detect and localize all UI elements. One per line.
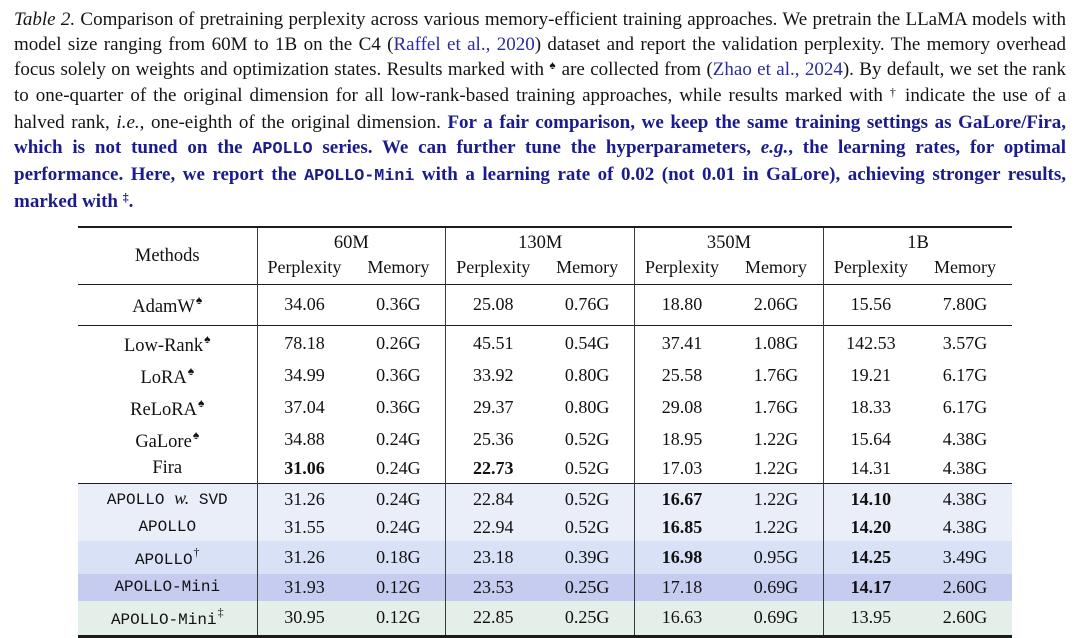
method-label: LoRA [140, 367, 187, 388]
perplexity-cell: 15.64 [823, 424, 917, 456]
perplexity-cell: 25.08 [446, 285, 540, 325]
memory-cell: 0.18G [376, 546, 421, 567]
table-2-figure [0, 8, 1080, 638]
perplexity-cell: 25.58 [635, 359, 729, 391]
perplexity-cell: 14.25 [823, 541, 917, 574]
dagger-marker: † [889, 85, 899, 99]
memory-cell: 3.49G [942, 546, 988, 567]
caption-table-label: Table 2. [14, 9, 76, 30]
caption-emphasis: with a learning rate of 0.02 (not 0.01 in GaLore), achieving stronger results, marked with [14, 163, 1066, 212]
table-row [78, 514, 1012, 541]
memory-cell: 0.80G [564, 364, 610, 385]
caption-text: Comparison of pretraining perplexity across various memory-efficient training approaches. We pretrain the LLaMA models with model size ranging from 60M to 1B on the C4 ( [14, 9, 1066, 55]
method-marker: ♠ [195, 293, 203, 308]
perplexity-cell: 31.93 [284, 576, 325, 597]
memory-cell: 6.17G [942, 396, 988, 417]
caption-text: i.e. [116, 112, 140, 134]
perplexity-cell: 34.99 [284, 364, 325, 385]
col-subheader-perplexity: Perplexity [267, 257, 342, 278]
perplexity-cell: 22.84 [446, 484, 540, 514]
caption-emphasis: series. We can further tune the hyperparameters, [312, 136, 761, 158]
perplexity-cell: 142.53 [823, 325, 917, 359]
col-subheader-perplexity: Perplexity [446, 255, 540, 285]
method-marker: ♠ [187, 363, 195, 378]
table-row [78, 391, 1012, 423]
memory-cell: 0.52G [564, 489, 610, 510]
section-apollo [78, 484, 1012, 637]
perplexity-cell: 14.17 [823, 574, 917, 601]
memory-cell: 0.24G [376, 429, 421, 450]
perplexity-cell: 45.51 [446, 325, 540, 359]
caption-emphasis: e.g. [760, 136, 789, 158]
section-baselines [78, 325, 1012, 484]
section-adamw [78, 285, 1012, 325]
method-cell [78, 514, 257, 541]
caption-text: ) dataset and report the validation perplexity. The memory overhead focus solely on weights and optimization states. Results marked with [14, 33, 1066, 80]
table-row [78, 601, 1012, 637]
perplexity-cell: 16.63 [635, 601, 729, 637]
memory-cell: 0.52G [564, 516, 610, 537]
results-table [78, 226, 1012, 638]
perplexity-cell: 34.88 [284, 429, 325, 450]
col-subheader-memory: Memory [367, 257, 430, 278]
caption-text: indicate the use of a halved rank, [14, 85, 1067, 134]
memory-cell: 1.22G [753, 458, 799, 479]
caption-emphasis: , the learning rates, for optimal performance. Here, we report the [14, 136, 1066, 185]
col-header-methods: Methods [78, 227, 257, 285]
caption-text: ). By default, we set the rank to one-quarter of the original dimension for all low-rank-based training approaches, while results marked with [14, 58, 1067, 107]
perplexity-cell: 25.36 [446, 424, 540, 456]
table-row [78, 484, 1012, 514]
method-cell [78, 456, 257, 484]
memory-cell: 4.38G [942, 429, 988, 450]
memory-cell: 2.06G [753, 294, 799, 315]
memory-cell: 0.69G [753, 576, 799, 597]
perplexity-cell: 37.41 [635, 325, 729, 359]
table-row [78, 456, 1012, 484]
method-marker: ♠ [192, 428, 200, 442]
memory-cell: 0.36G [376, 294, 421, 315]
perplexity-cell: 22.94 [446, 514, 540, 541]
memory-cell: 0.36G [376, 364, 421, 385]
col-subheader-memory: Memory [556, 257, 619, 278]
memory-cell: 0.69G [753, 606, 799, 627]
perplexity-cell: 33.92 [446, 359, 540, 391]
perplexity-cell: 17.03 [635, 456, 729, 484]
perplexity-cell: 78.18 [284, 332, 325, 353]
table-caption [14, 8, 1066, 216]
apollo-mini-name: APOLLO-Mini [304, 166, 415, 186]
caption-emphasis: . [128, 190, 134, 212]
caption-text: , one-eighth of the original dimension. [139, 112, 448, 134]
method-label: w. [174, 488, 190, 509]
col-group-130m: 130M [446, 227, 635, 255]
method-label: APOLLO [106, 491, 175, 510]
memory-cell: 0.76G [564, 294, 610, 315]
method-label: Low-Rank [124, 335, 204, 356]
memory-cell: 1.76G [753, 364, 799, 385]
method-cell [78, 359, 257, 391]
perplexity-cell: 18.95 [635, 424, 729, 456]
col-subheader-memory: Memory [744, 257, 807, 278]
perplexity-cell: 15.56 [823, 285, 917, 325]
perplexity-cell: 23.18 [446, 541, 540, 574]
apollo-name: APOLLO [252, 139, 313, 159]
method-cell [78, 574, 257, 601]
perplexity-cell: 18.80 [635, 285, 729, 325]
perplexity-cell: 16.67 [635, 484, 729, 514]
memory-cell: 1.22G [753, 429, 799, 450]
perplexity-cell: 16.98 [635, 541, 729, 574]
memory-cell: 0.12G [376, 606, 421, 627]
perplexity-cell: 18.33 [823, 391, 917, 423]
perplexity-cell: 16.85 [635, 514, 729, 541]
memory-cell: 0.25G [564, 606, 610, 627]
perplexity-cell: 34.06 [284, 294, 325, 315]
table-row [78, 574, 1012, 601]
memory-cell: 0.36G [376, 396, 421, 417]
memory-cell: 1.08G [753, 332, 799, 353]
col-group-60m: 60M [333, 233, 369, 254]
perplexity-cell: 14.31 [823, 456, 917, 484]
perplexity-cell: 31.26 [284, 546, 325, 567]
method-cell [78, 325, 257, 359]
memory-cell: 0.54G [564, 332, 610, 353]
memory-cell: 0.24G [376, 458, 421, 479]
perplexity-cell: 30.95 [284, 606, 325, 627]
memory-cell: 0.25G [564, 576, 610, 597]
caption-text: are collected from ( [556, 58, 713, 80]
perplexity-cell: 14.10 [823, 484, 917, 514]
memory-cell: 6.17G [942, 364, 988, 385]
method-marker: ♠ [197, 395, 205, 410]
method-label: APOLLO [134, 551, 193, 570]
col-group-350m: 350M [635, 227, 824, 255]
memory-cell: 2.60G [942, 576, 988, 597]
memory-cell: 0.52G [564, 429, 610, 450]
method-cell [78, 391, 257, 423]
perplexity-cell: 19.21 [823, 359, 917, 391]
perplexity-cell: 17.18 [635, 574, 729, 601]
method-cell [78, 601, 257, 637]
memory-cell: 1.76G [753, 396, 799, 417]
memory-cell: 0.12G [376, 576, 421, 597]
citation-raffel-link[interactable]: Raffel et al., 2020 [393, 33, 535, 55]
memory-cell: 0.39G [564, 546, 610, 567]
method-label: APOLLO [138, 518, 197, 537]
method-label: AdamW [132, 297, 195, 318]
col-subheader-perplexity: Perplexity [823, 255, 917, 285]
method-marker: ‡ [217, 605, 224, 620]
memory-cell: 0.95G [753, 546, 799, 567]
table-header [78, 227, 1012, 285]
memory-cell: 0.26G [376, 332, 421, 353]
method-marker: ♠ [204, 331, 211, 346]
method-label: APOLLO-Mini [110, 611, 217, 630]
memory-cell: 0.24G [376, 516, 421, 537]
method-marker: † [193, 545, 200, 560]
perplexity-cell: 29.08 [635, 391, 729, 423]
table-row [78, 325, 1012, 359]
table-row [78, 359, 1012, 391]
group-header-row [78, 227, 1012, 255]
memory-cell: 0.52G [564, 458, 610, 479]
col-subheader-memory: Memory [933, 257, 996, 278]
method-label: GaLore [135, 432, 192, 453]
table-row [78, 541, 1012, 574]
method-cell [78, 541, 257, 574]
table-row [78, 285, 1012, 325]
memory-cell: 3.57G [942, 332, 988, 353]
perplexity-cell: 31.26 [284, 489, 325, 510]
memory-cell: 0.80G [564, 396, 610, 417]
caption-emphasis: For a fair comparison, we keep the same training settings as GaLore/Fira, which is not tuned on the [14, 112, 1067, 158]
memory-cell: 4.38G [942, 516, 988, 537]
memory-cell: 0.24G [376, 489, 421, 510]
table-row [78, 424, 1012, 456]
method-cell [78, 424, 257, 456]
perplexity-cell: 22.85 [446, 601, 540, 637]
memory-cell: 2.60G [942, 606, 988, 627]
memory-cell: 7.80G [942, 294, 988, 315]
perplexity-cell: 23.53 [446, 574, 540, 601]
perplexity-cell: 29.37 [446, 391, 540, 423]
perplexity-cell: 14.20 [823, 514, 917, 541]
perplexity-cell: 13.95 [823, 601, 917, 637]
col-group-1b: 1B [823, 227, 1012, 255]
perplexity-cell: 31.55 [284, 516, 325, 537]
memory-cell: 4.38G [942, 489, 988, 510]
ddagger-marker: ‡ [122, 190, 129, 204]
spade-marker: ♠ [549, 58, 557, 72]
method-label: Fira [152, 458, 183, 479]
method-cell [78, 285, 257, 325]
perplexity-cell: 31.06 [284, 458, 325, 479]
memory-cell: 1.22G [753, 489, 799, 510]
method-label: APOLLO-Mini [114, 578, 221, 597]
memory-cell: 1.22G [753, 516, 799, 537]
memory-cell: 4.38G [942, 458, 988, 479]
method-cell [78, 484, 257, 514]
method-label: SVD [189, 491, 228, 510]
method-label: ReLoRA [130, 400, 197, 420]
perplexity-cell: 37.04 [284, 396, 325, 417]
perplexity-cell: 22.73 [446, 456, 540, 484]
citation-zhao-link[interactable]: Zhao et al., 2024 [712, 58, 843, 80]
col-subheader-perplexity: Perplexity [635, 255, 729, 285]
